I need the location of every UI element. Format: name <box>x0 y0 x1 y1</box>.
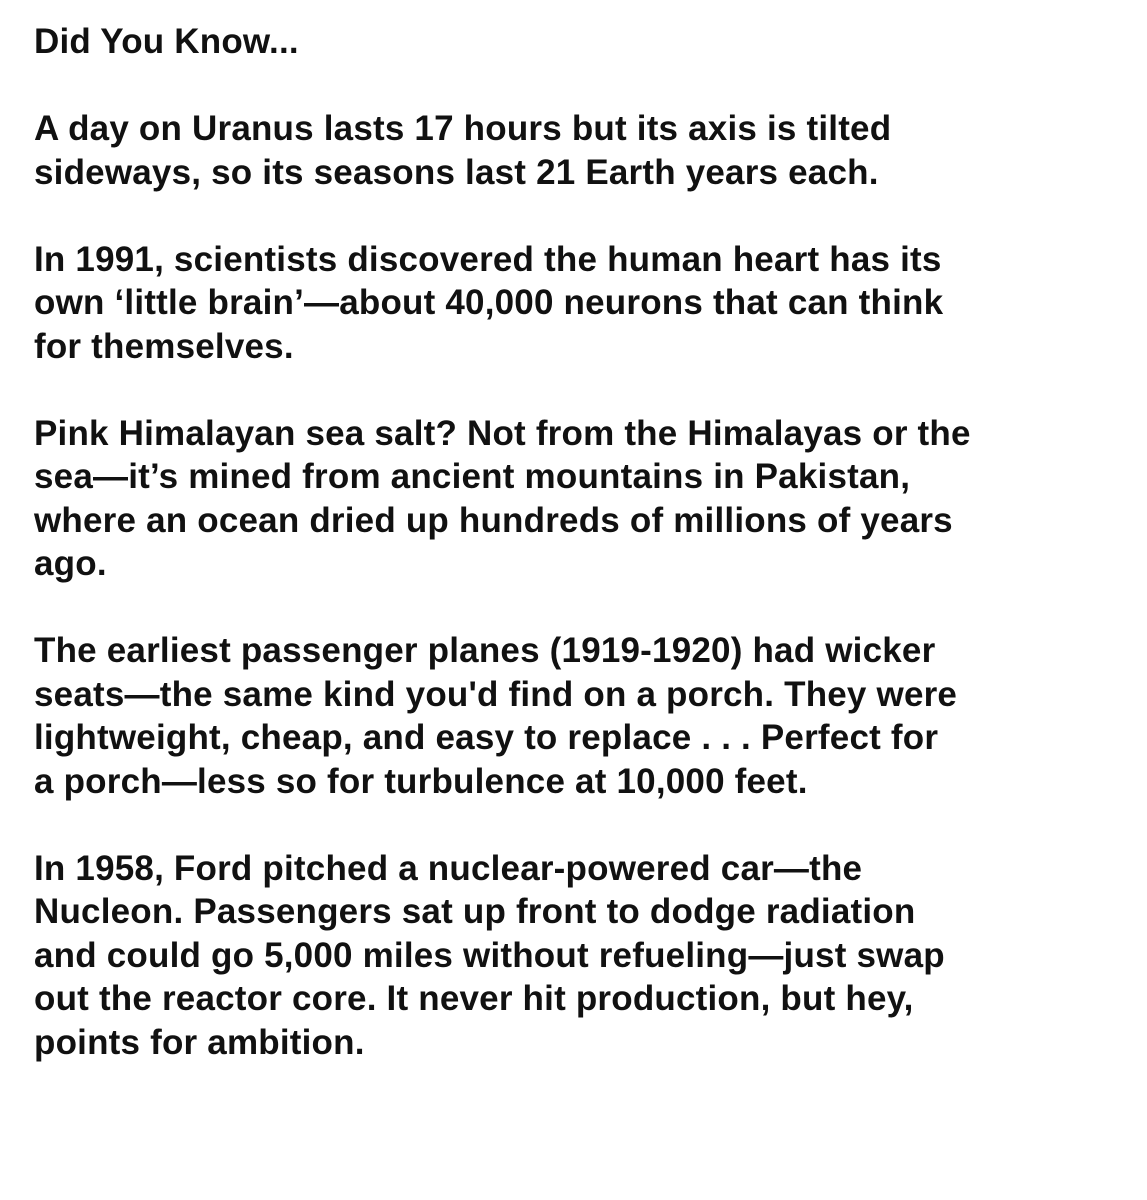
fact-paragraph-nucleon: In 1958, Ford pitched a nuclear-powered car—the Nucleon. Passengers sat up front to dodge radiation and could go 5,000 miles without refueling—just swap out the reactor core. It never hit production, but hey, points for ambition. <box>34 848 945 1062</box>
fact-paragraph-heart: In 1991, scientists discovered the human heart has its own ‘little brain’—about 40,000 neurons that can think for themselves. <box>34 239 944 366</box>
fact-paragraph-uranus: A day on Uranus lasts 17 hours but its axis is tilted sideways, so its seasons last 21 Earth years each. <box>34 109 892 192</box>
fact-paragraph-salt: Pink Himalayan sea salt? Not from the Himalayas or the sea—it’s mined from ancient mountains in Pakistan, where an ocean dried up hundreds of millions of years ago. <box>34 413 971 583</box>
note-title: Did You Know... <box>34 22 299 61</box>
fact-paragraph-planes: The earliest passenger planes (1919-1920) had wicker seats—the same kind you'd find on a porch. They were lightweight, cheap, and easy to replace . . . Perfect for a porch—less so for turbulence at 10,000 feet. <box>34 631 958 801</box>
